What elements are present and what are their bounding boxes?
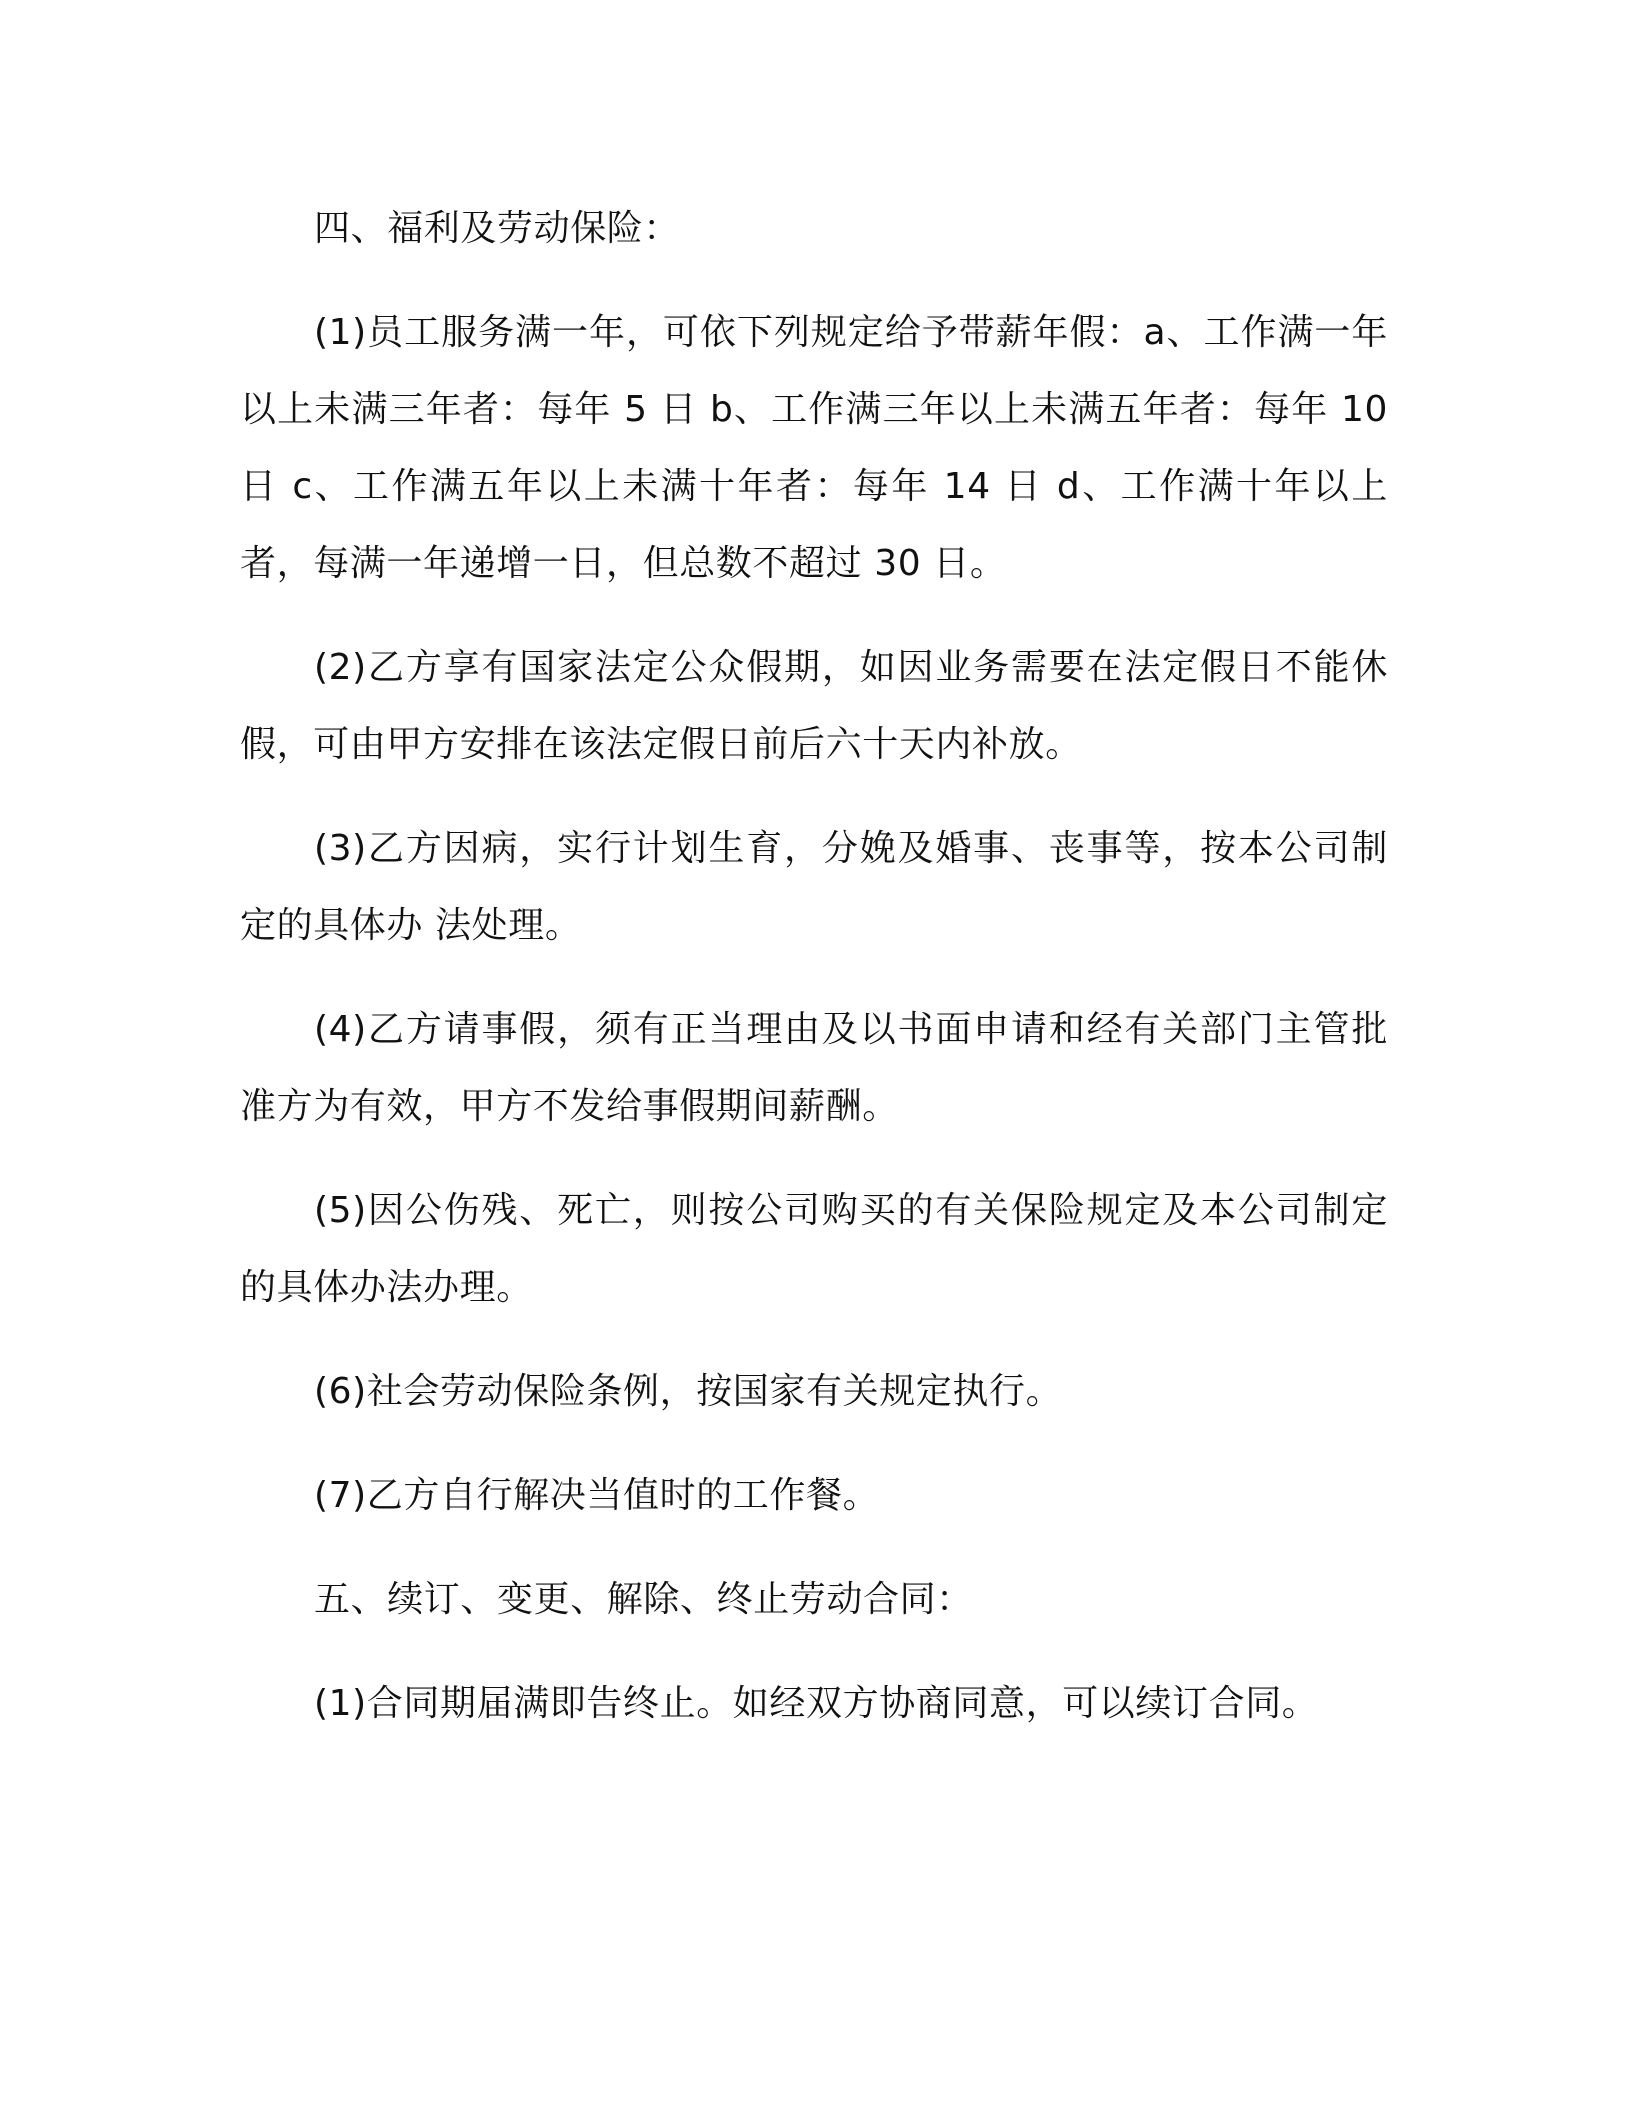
paragraph-sick-leave: (3)乙方因病，实行计划生育，分娩及婚事、丧事等，按本公司制定的具体办 法处理。: [240, 828, 1388, 946]
document-body: [240, 190, 1388, 1769]
paragraph-work-injury: (5)因公伤残、死亡，则按公司购买的有关保险规定及本公司制定的具体办法办理。: [240, 1190, 1388, 1308]
paragraph-work-meals: (7)乙方自行解决当值时的工作餐。: [314, 1475, 880, 1516]
section-heading-contract: 五、续订、变更、解除、终止劳动合同：: [314, 1579, 973, 1620]
paragraph-personal-leave: (4)乙方请事假，须有正当理由及以书面申请和经有关部门主管批准方为有效，甲方不发给事假期间薪酬。: [240, 1009, 1388, 1127]
paragraph-social-insurance: (6)社会劳动保险条例，按国家有关规定执行。: [314, 1371, 1063, 1412]
section-heading-welfare: 四、福利及劳动保险：: [314, 208, 681, 249]
paragraph-contract-expiry: (1)合同期届满即告终止。如经双方协商同意，可以续订合同。: [314, 1683, 1319, 1724]
paragraph-public-holidays: (2)乙方享有国家法定公众假期，如因业务需要在法定假日不能休假，可由甲方安排在该法定假日前后六十天内补放。: [240, 647, 1388, 765]
paragraph-annual-leave: (1)员工服务满一年，可依下列规定给予带薪年假：a、工作满一年以上未满三年者：每年 5 日 b、工作满三年以上未满五年者：每年 10 日 c、工作满五年以上未满十年者：每年 14 日 d、工作满十年以上者，每满一年递增一日，但总数不超过 30 日。: [240, 312, 1388, 584]
